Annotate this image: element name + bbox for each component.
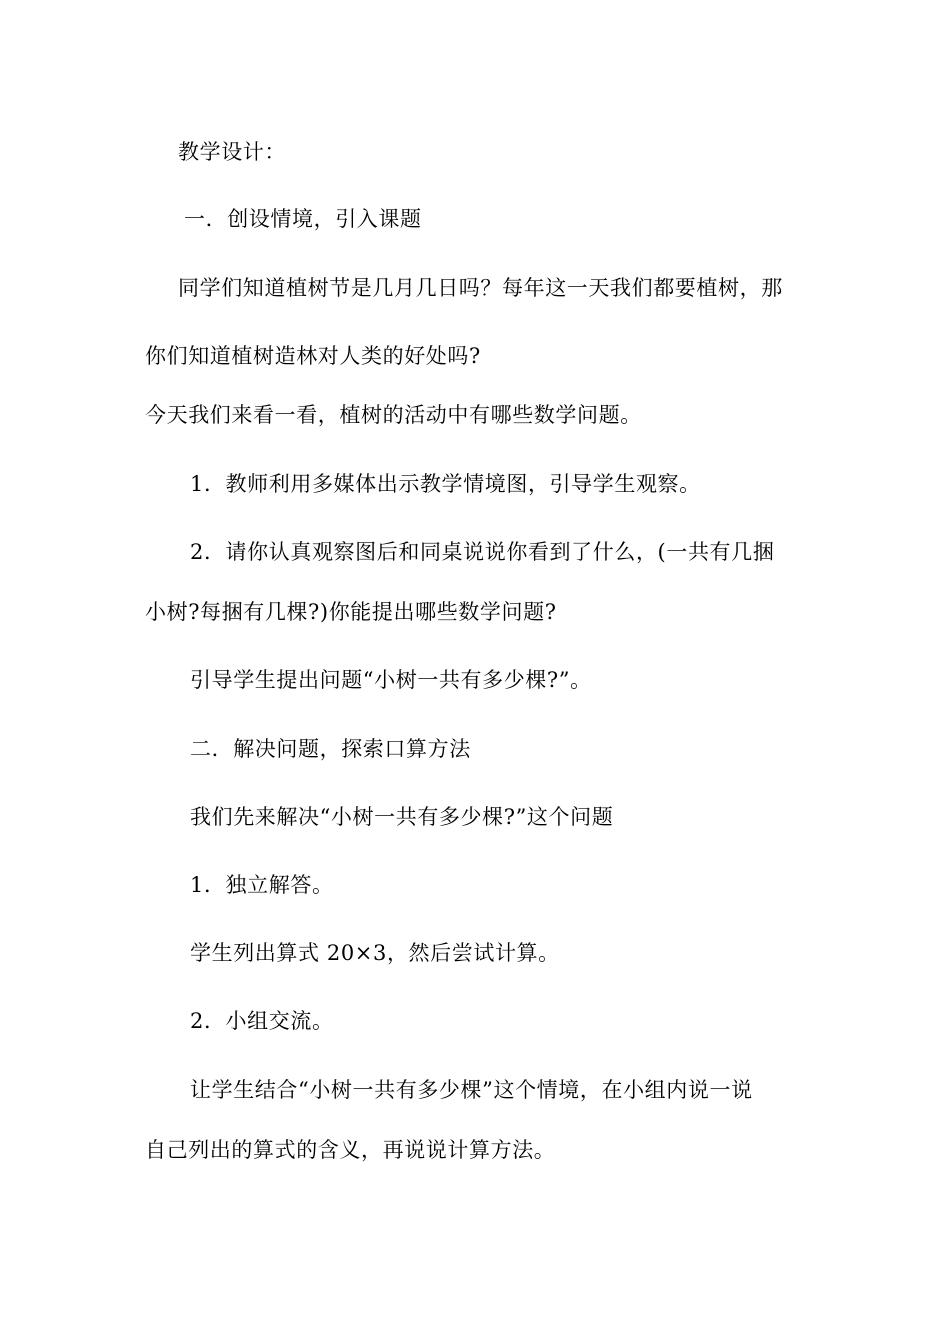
paragraph-line: 让学生结合“小树一共有多少棵”这个情境，在小组内说一说 xyxy=(190,1078,753,1102)
list-item-1: 1．教师利用多媒体出示教学情境图，引导学生观察。 xyxy=(190,472,701,496)
heading-part-two: 二．解决问题，探索口算方法 xyxy=(190,737,471,761)
paragraph-line: 学生列出算式 20×3，然后尝试计算。 xyxy=(190,941,560,965)
paragraph-line: 自己列出的算式的含义，再说说计算方法。 xyxy=(145,1138,556,1162)
paragraph-line: 引导学生提出问题“小树一共有多少棵?”。 xyxy=(190,668,592,692)
paragraph-line: 小树?每捆有几棵?)你能提出哪些数学问题? xyxy=(145,600,557,624)
paragraph-line: 同学们知道植树节是几月几日吗？每年这一天我们都要植树，那 xyxy=(178,276,783,300)
list-item-2: 2．请你认真观察图后和同桌说说你看到了什么，(一共有几捆 xyxy=(190,540,775,564)
paragraph-line: 你们知道植树造林对人类的好处吗? xyxy=(145,344,481,368)
heading-part-one: 一．创设情境，引入课题 xyxy=(184,207,422,231)
section-label-teaching-design: 教学设计： xyxy=(178,140,286,164)
paragraph-line: 今天我们来看一看，植树的活动中有哪些数学问题。 xyxy=(145,403,642,427)
list-item-2: 2．小组交流。 xyxy=(190,1009,334,1033)
list-item-1: 1．独立解答。 xyxy=(190,873,334,897)
paragraph-line: 我们先来解决“小树一共有多少棵?”这个问题 xyxy=(190,805,614,829)
